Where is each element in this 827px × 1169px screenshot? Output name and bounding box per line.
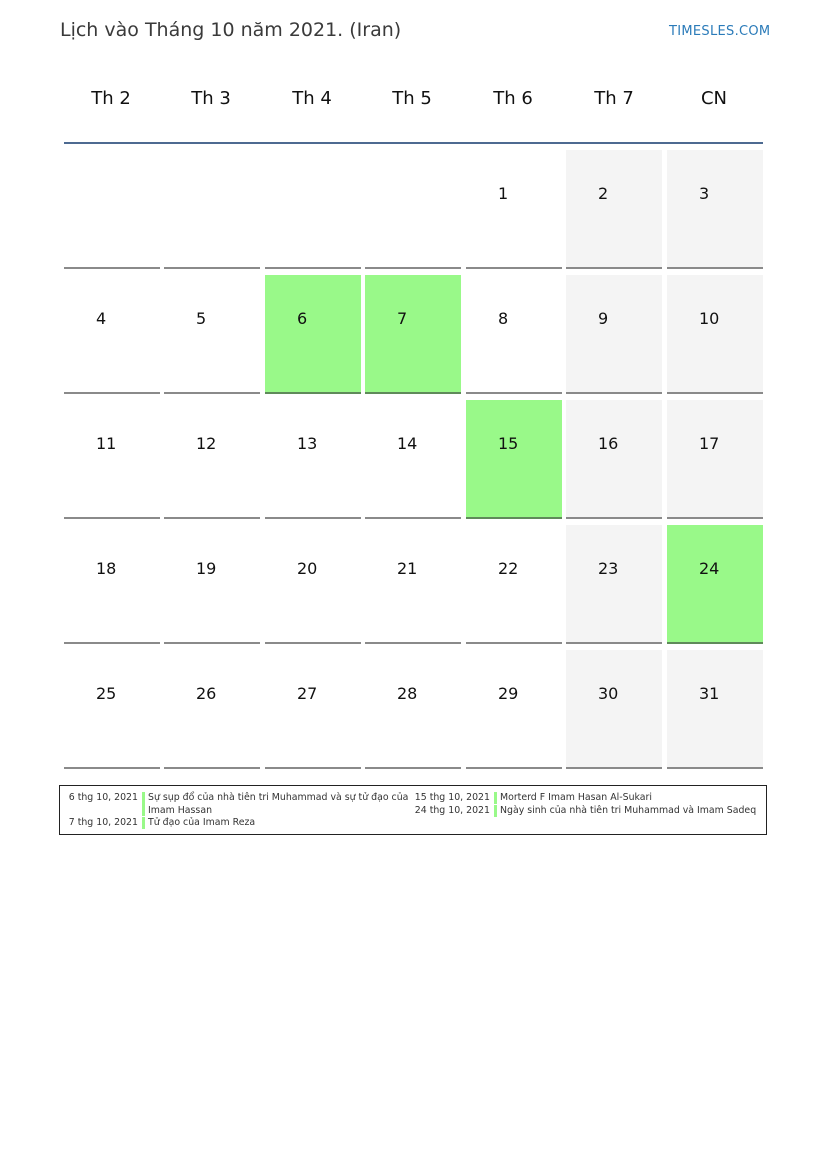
- day-number: 17: [699, 434, 720, 453]
- day-cell-6[interactable]: [265, 275, 361, 394]
- legend-holiday-name-line: Tử đạo của Imam Reza: [148, 817, 256, 828]
- day-cell-29[interactable]: [466, 650, 562, 769]
- day-cell-10[interactable]: [667, 275, 763, 394]
- day-number: 11: [96, 434, 117, 453]
- brand-link[interactable]: TIMESLES.COM: [669, 24, 771, 39]
- day-cell-2[interactable]: [566, 150, 662, 269]
- day-cell-14[interactable]: [365, 400, 461, 519]
- day-number: 29: [498, 684, 519, 703]
- empty-day-cell: [64, 150, 160, 269]
- page-title: Lịch vào Tháng 10 năm 2021. (Iran): [60, 19, 402, 41]
- legend-holiday-name: [148, 792, 408, 817]
- day-number: 25: [96, 684, 117, 703]
- legend-holiday-name: [148, 817, 255, 830]
- day-cell-13[interactable]: [265, 400, 361, 519]
- day-cell-20[interactable]: [265, 525, 361, 644]
- day-cell-18[interactable]: [64, 525, 160, 644]
- day-number: 20: [297, 559, 318, 578]
- legend-date: 24 thg 10, 2021: [414, 805, 490, 816]
- day-cell-16[interactable]: [566, 400, 662, 519]
- day-number: 7: [397, 309, 408, 328]
- weekday-sat: Th 7: [594, 88, 634, 109]
- legend-holiday-name-line: Imam Hassan: [148, 804, 213, 816]
- day-cell-25[interactable]: [64, 650, 160, 769]
- legend-date: 15 thg 10, 2021: [414, 792, 490, 803]
- day-cell-31[interactable]: [667, 650, 763, 769]
- day-cell-24[interactable]: [667, 525, 763, 644]
- day-number: 31: [699, 684, 720, 703]
- day-cell-4[interactable]: [64, 275, 160, 394]
- day-number: 23: [598, 559, 619, 578]
- legend-color-marker: [142, 817, 145, 829]
- day-number: 18: [96, 559, 117, 578]
- day-number: 16: [598, 434, 619, 453]
- day-cell-15[interactable]: [466, 400, 562, 519]
- day-cell-7[interactable]: [365, 275, 461, 394]
- legend-holiday-name-line: Morterd F Imam Hasan Al-Sukari: [500, 792, 652, 803]
- empty-day-cell: [365, 150, 461, 269]
- day-number: 27: [297, 684, 318, 703]
- day-cell-22[interactable]: [466, 525, 562, 644]
- day-cell-5[interactable]: [164, 275, 260, 394]
- legend-date: 7 thg 10, 2021: [68, 817, 138, 828]
- day-number: 15: [498, 434, 519, 453]
- day-number: 19: [196, 559, 217, 578]
- day-number: 2: [598, 184, 609, 203]
- day-number: 24: [699, 559, 720, 578]
- day-cell-12[interactable]: [164, 400, 260, 519]
- day-cell-11[interactable]: [64, 400, 160, 519]
- legend-color-marker: [494, 792, 497, 804]
- legend-date: 6 thg 10, 2021: [68, 792, 138, 803]
- weekday-sun: CN: [700, 88, 728, 109]
- day-cell-8[interactable]: [466, 275, 562, 394]
- weekday-tue: Th 3: [191, 88, 231, 109]
- weekday-wed: Th 4: [292, 88, 332, 109]
- day-number: 5: [196, 309, 207, 328]
- day-number: 13: [297, 434, 318, 453]
- empty-day-cell: [164, 150, 260, 269]
- legend-holiday-name-line: Ngày sinh của nhà tiên tri Muhammad và Imam Sadeq: [500, 805, 757, 816]
- day-number: 28: [397, 684, 418, 703]
- day-number: 4: [96, 309, 107, 328]
- day-cell-1[interactable]: [466, 150, 562, 269]
- empty-day-cell: [265, 150, 361, 269]
- day-cell-17[interactable]: [667, 400, 763, 519]
- weekday-header-row: [61, 88, 767, 120]
- day-number: 9: [598, 309, 609, 328]
- legend-holiday-name: [500, 792, 652, 805]
- day-cell-9[interactable]: [566, 275, 662, 394]
- day-number: 10: [699, 309, 720, 328]
- day-cell-21[interactable]: [365, 525, 461, 644]
- day-cell-19[interactable]: [164, 525, 260, 644]
- day-number: 8: [498, 309, 509, 328]
- day-number: 26: [196, 684, 217, 703]
- day-number: 1: [498, 184, 509, 203]
- weekday-thu: Th 5: [392, 88, 432, 109]
- day-cell-26[interactable]: [164, 650, 260, 769]
- day-cell-28[interactable]: [365, 650, 461, 769]
- day-cell-27[interactable]: [265, 650, 361, 769]
- day-number: 12: [196, 434, 217, 453]
- day-cell-23[interactable]: [566, 525, 662, 644]
- day-number: 30: [598, 684, 619, 703]
- legend-holiday-name-line: Sự sụp đổ của nhà tiên tri Muhammad và sự tử đạo của: [148, 792, 409, 803]
- legend-holiday-name: [500, 805, 756, 818]
- weekday-mon: Th 2: [91, 88, 131, 109]
- day-number: 14: [397, 434, 418, 453]
- day-cell-30[interactable]: [566, 650, 662, 769]
- day-number: 6: [297, 309, 308, 328]
- day-number: 21: [397, 559, 418, 578]
- holiday-legend: [59, 785, 767, 835]
- day-number: 3: [699, 184, 710, 203]
- weekday-fri: Th 6: [493, 88, 533, 109]
- legend-color-marker: [494, 805, 497, 817]
- legend-color-marker: [142, 792, 145, 816]
- day-number: 22: [498, 559, 519, 578]
- day-cell-3[interactable]: [667, 150, 763, 269]
- header-divider: [64, 142, 763, 144]
